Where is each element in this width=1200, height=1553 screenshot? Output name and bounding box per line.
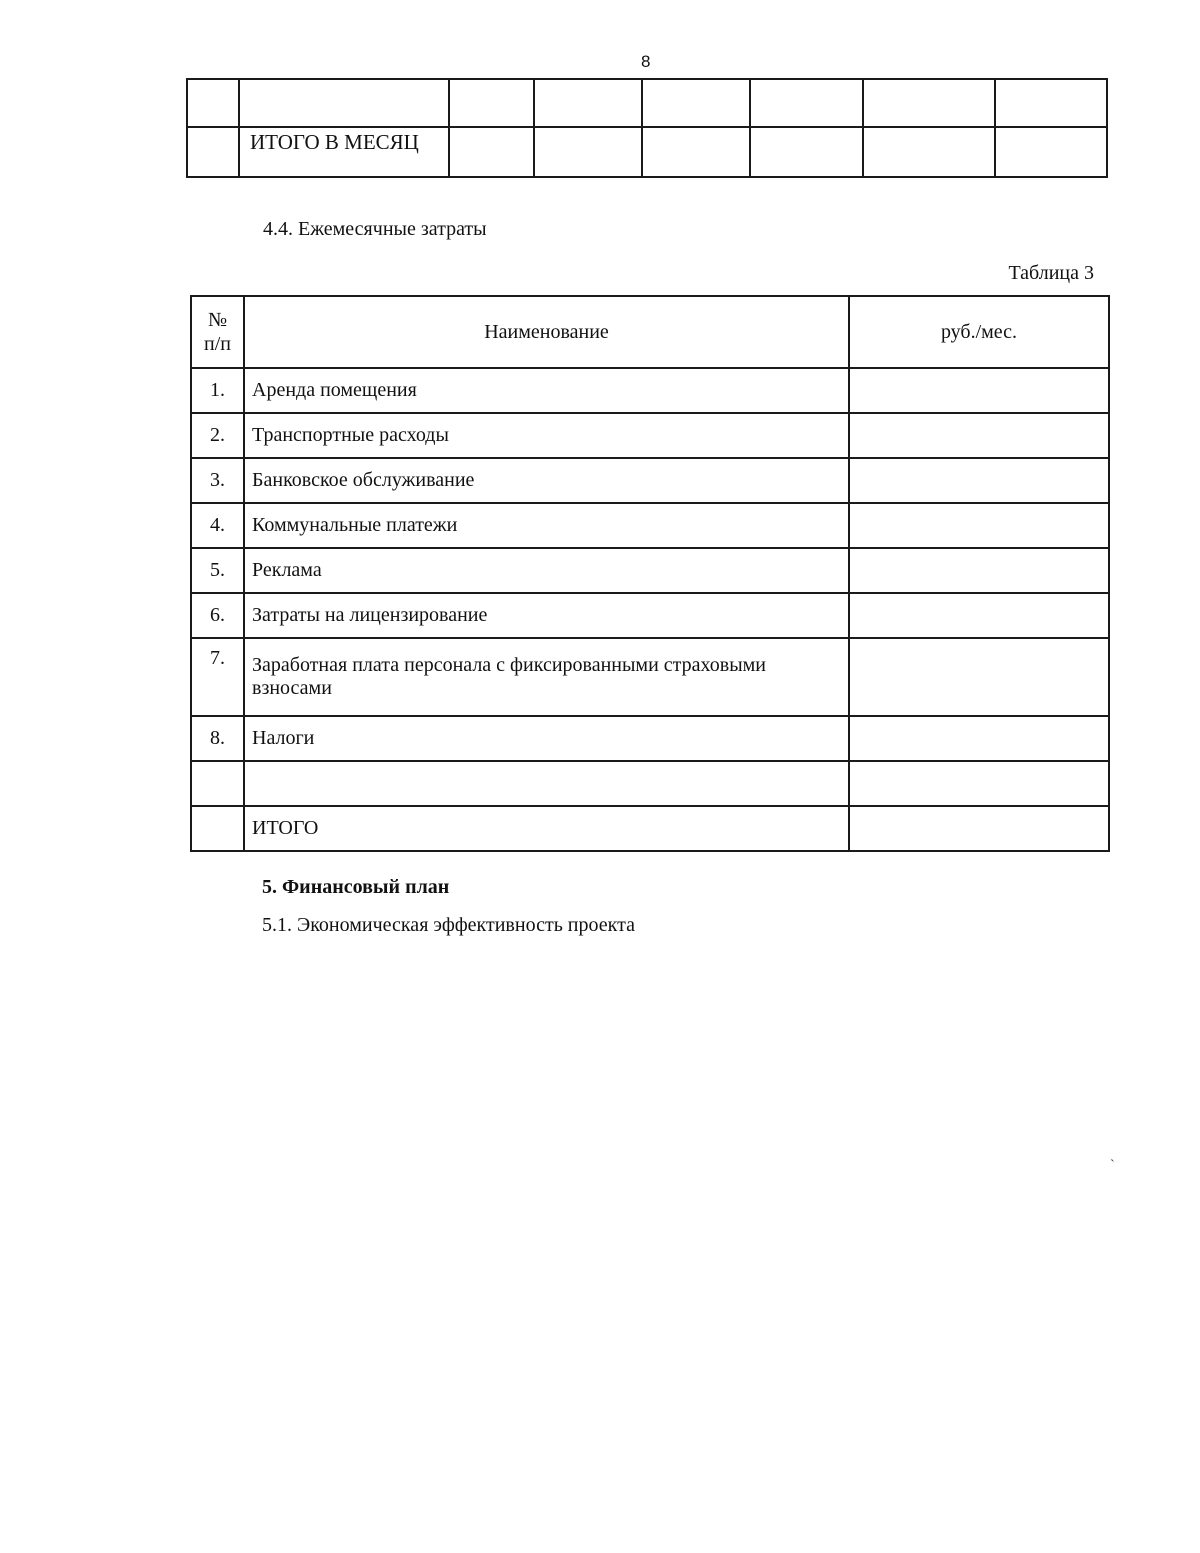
row-amount	[849, 806, 1109, 851]
table-caption: Таблица 3	[1008, 262, 1094, 284]
row-number: 4.	[191, 503, 244, 548]
row-number	[191, 806, 244, 851]
row-amount	[849, 368, 1109, 413]
row-amount	[849, 503, 1109, 548]
row-number: 1.	[191, 368, 244, 413]
section-subheading-5-1: 5.1. Экономическая эффективность проекта	[262, 914, 635, 936]
row-number: 6.	[191, 593, 244, 638]
row-number	[191, 761, 244, 806]
column-header-number	[191, 296, 244, 368]
page-number: 8	[641, 52, 651, 71]
column-header-amount: руб./мес.	[849, 296, 1109, 368]
row-amount	[849, 413, 1109, 458]
table-row	[191, 548, 1109, 593]
row-name: Заработная плата персонала с фиксированными страховыми взносами	[244, 638, 849, 716]
row-amount	[849, 458, 1109, 503]
continuation-table	[186, 78, 1108, 178]
row-name: Налоги	[244, 716, 849, 761]
table-cell	[187, 127, 239, 177]
row-amount	[849, 761, 1109, 806]
table-cell	[449, 79, 534, 127]
table-cell	[534, 127, 642, 177]
row-name: Транспортные расходы	[244, 413, 849, 458]
column-header-number-line1: №	[207, 309, 228, 331]
column-header-number-line2: п/п	[204, 333, 231, 355]
table-cell	[642, 127, 750, 177]
table-row-total	[191, 806, 1109, 851]
table-cell	[449, 127, 534, 177]
row-amount	[849, 593, 1109, 638]
table-row	[191, 638, 1109, 716]
table-cell	[863, 79, 995, 127]
table-cell	[187, 79, 239, 127]
row-name: Банковское обслуживание	[244, 458, 849, 503]
table-row	[191, 413, 1109, 458]
total-per-month-label: ИТОГО В МЕСЯЦ	[239, 127, 449, 177]
row-amount	[849, 716, 1109, 761]
row-name: Коммунальные платежи	[244, 503, 849, 548]
table-cell	[995, 127, 1107, 177]
table-row	[191, 368, 1109, 413]
table-cell	[239, 79, 449, 127]
section-heading-4-4: 4.4. Ежемесячные затраты	[263, 218, 487, 240]
table-row	[191, 761, 1109, 806]
table-cell	[750, 127, 863, 177]
section-heading-5: 5. Финансовый план	[262, 876, 450, 898]
table-cell	[863, 127, 995, 177]
row-number: 7.	[191, 638, 244, 716]
row-name	[244, 761, 849, 806]
table-row	[191, 458, 1109, 503]
table-row	[191, 503, 1109, 548]
row-number: 2.	[191, 413, 244, 458]
total-label: ИТОГО	[244, 806, 849, 851]
row-name: Реклама	[244, 548, 849, 593]
scan-speck: ˋ	[1110, 1158, 1115, 1173]
table-row	[187, 79, 1107, 127]
monthly-costs-table	[190, 295, 1110, 852]
row-number: 5.	[191, 548, 244, 593]
table-header-row	[191, 296, 1109, 368]
row-amount	[849, 638, 1109, 716]
table-cell	[642, 79, 750, 127]
table-cell	[995, 79, 1107, 127]
row-number: 8.	[191, 716, 244, 761]
table-cell	[534, 79, 642, 127]
column-header-name: Наименование	[244, 296, 849, 368]
row-name: Аренда помещения	[244, 368, 849, 413]
row-amount	[849, 548, 1109, 593]
table-cell	[750, 79, 863, 127]
row-number: 3.	[191, 458, 244, 503]
row-name: Затраты на лицензирование	[244, 593, 849, 638]
table-row	[191, 593, 1109, 638]
table-row-total	[187, 127, 1107, 177]
table-row	[191, 716, 1109, 761]
